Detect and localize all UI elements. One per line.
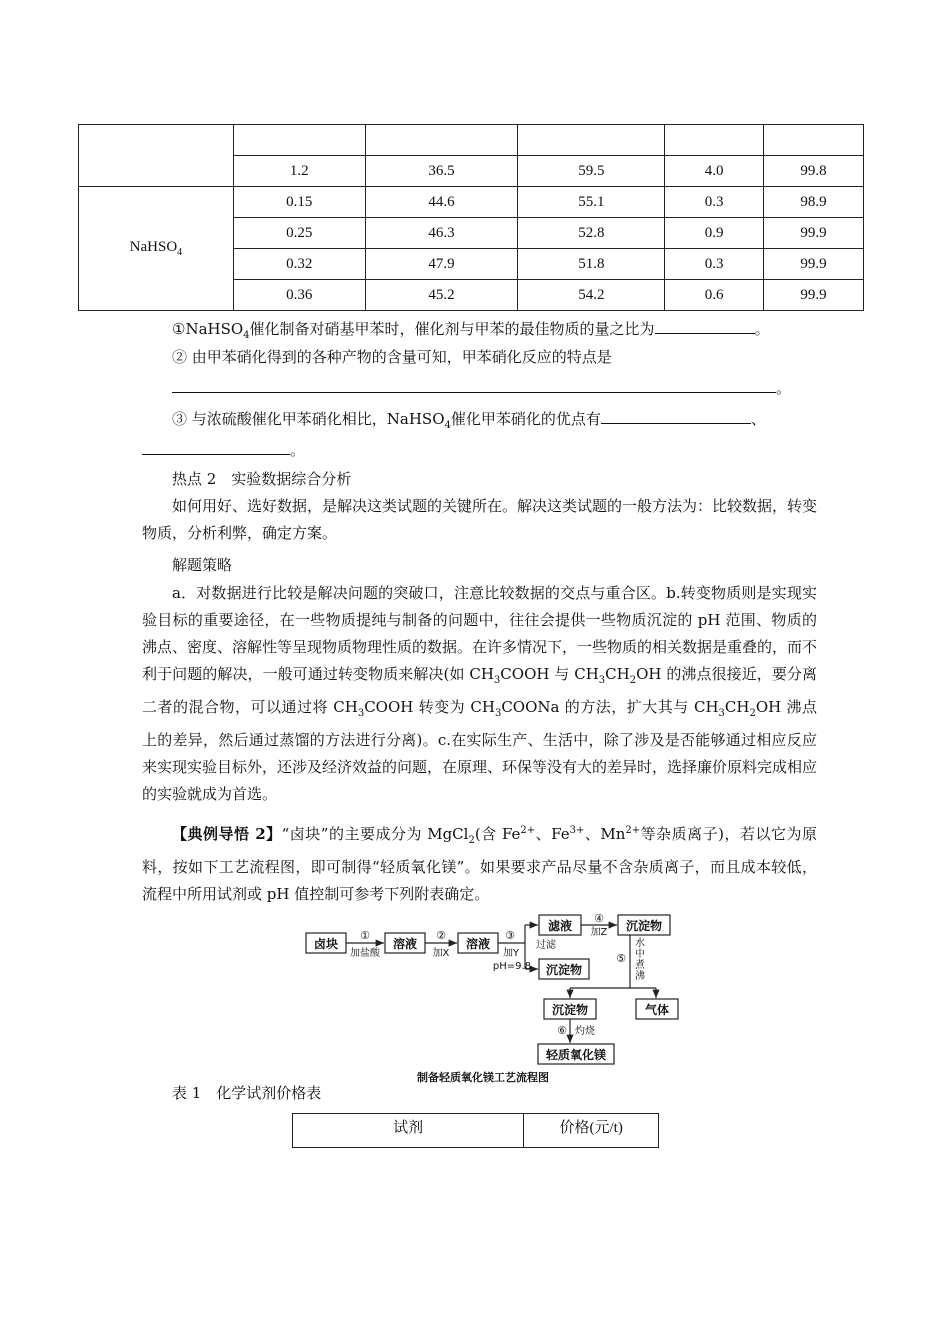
flow-label: 溶液 — [465, 937, 491, 951]
group-label-cell: NaHSO$_4$ — [79, 187, 234, 311]
svg-text:pH=9.8: pH=9.8 — [492, 961, 532, 972]
svg-text:沸: 沸 — [635, 971, 645, 982]
question-2-answer-line: 。 — [172, 377, 791, 398]
question-2: ② 由甲苯硝化得到的各种产物的含量可知，甲苯硝化反应的特点是 — [172, 348, 612, 366]
flow-label: 沉淀物 — [545, 963, 583, 977]
table-row: 0.36 45.2 54.2 0.6 99.9 — [79, 280, 864, 311]
svg-text:加X: 加X — [432, 948, 450, 959]
svg-text:加盐酸: 加盐酸 — [350, 948, 380, 959]
svg-text:④: ④ — [594, 912, 604, 925]
question-3: ③ 与浓硫酸催化甲苯硝化相比，NaHSO$_4$催化甲苯硝化的优点有 、 — [172, 410, 766, 431]
example-paragraph: 【典例导悟 2】“卤块”的主要成分为 MgCl$_2$(含 $Fe^{2+}$、$Fe^{3+}$、$Mn^{2+}$等杂质离子)，若以它为原料，按如下工艺流程图，即可制得“轻质氧化镁”。如果要求产品尽量不含杂质离子，而且成本较低，流程中所用试剂或 pH 值控制可参考下列附表确定。 — [142, 825, 817, 903]
svg-text:中: 中 — [635, 949, 645, 960]
table-header-row — [293, 1114, 659, 1148]
flow-label: 卤块 — [313, 937, 339, 951]
flow-label: 沉淀物 — [625, 919, 663, 933]
column-header: 试剂 — [293, 1114, 524, 1148]
answer-blank[interactable] — [142, 439, 290, 455]
flow-label: 滤液 — [547, 919, 573, 933]
table-cell — [79, 125, 234, 187]
answer-blank[interactable] — [601, 408, 751, 424]
flow-label: 溶液 — [392, 937, 418, 951]
price-table — [292, 1113, 659, 1148]
catalyst-data-table — [78, 124, 864, 311]
table-row: 0.25 46.3 52.8 0.9 99.9 — [79, 218, 864, 249]
column-header: 价格(元/t) — [524, 1114, 659, 1148]
flow-label: 沉淀物 — [551, 1003, 589, 1017]
table-row: 1.2 36.5 59.5 4.0 99.8 — [79, 156, 864, 187]
table-row — [79, 125, 864, 156]
svg-text:③: ③ — [505, 929, 515, 942]
svg-text:⑥: ⑥ — [557, 1024, 567, 1037]
svg-text:②: ② — [436, 929, 446, 942]
question-1: ①NaHSO$_4$催化制备对硝基甲苯时，催化剂与甲苯的最佳物质的量之比为 。 — [172, 320, 770, 341]
flowchart-caption: 制备轻质氧化镁工艺流程图 — [417, 1071, 549, 1084]
section-heading: 热点 2 实验数据综合分析 — [172, 470, 352, 488]
process-flowchart — [300, 908, 700, 1086]
svg-text:水: 水 — [635, 938, 645, 949]
flow-label: 气体 — [644, 1003, 670, 1017]
flow-label: 轻质氧化镁 — [545, 1048, 607, 1062]
svg-text:①: ① — [360, 929, 370, 942]
strategy-paragraph: a．对数据进行比较是解决问题的突破口，注意比较数据的交点与重合区。b.转变物质则是实现实验目标的重要途径，在一些物质提纯与制备的问题中，往往会提供一些物质沉淀的 pH 范围、物质的沸点、密度、溶解性等呈现物质物理性质的数据。在许多情况下，一些物质的相关数据是重叠的，而不利于问题的解决，一般可通过转变物质来解决(如 $CH_3COOH$ 与 $CH_3CH_2OH$ 的沸点很接近，要分离二者的混合物，可以通过将 $CH_3COOH$ 转变为 $CH_3COONa$ 的方法，扩大其与 $CH_3CH_2OH$ 沸点上的差异，然后通过蒸馏的方法进行分离)。c.在实际生产、生活中，除了涉及是否能够通过相应反应来实现实验目标外，还涉及经济效益的问题，在原理、环保等没有大的差异时，选择廉价原料完成相应的实验就成为首选。 — [142, 584, 818, 803]
table-row: NaHSO$_4$ 0.15 44.6 55.1 0.3 98.9 — [79, 187, 864, 218]
answer-blank[interactable] — [655, 318, 755, 334]
question-3-answer-line: 。 — [142, 439, 305, 460]
table-row: 0.32 47.9 51.8 0.3 99.9 — [79, 249, 864, 280]
svg-text:灼烧: 灼烧 — [575, 1026, 595, 1037]
svg-text:加Y: 加Y — [502, 948, 520, 959]
strategy-title: 解题策略 — [172, 556, 233, 574]
svg-text:加Z: 加Z — [590, 927, 608, 938]
answer-blank[interactable] — [172, 377, 776, 393]
table1-title: 表 1 化学试剂价格表 — [172, 1084, 322, 1102]
svg-text:煮: 煮 — [635, 960, 645, 971]
intro-paragraph: 如何用好、选好数据，是解决这类试题的关键所在。解决这类试题的一般方法为：比较数据，转变物质，分析利弊，确定方案。 — [142, 497, 818, 542]
svg-text:过滤: 过滤 — [536, 940, 556, 951]
svg-text:⑤: ⑤ — [616, 952, 626, 965]
